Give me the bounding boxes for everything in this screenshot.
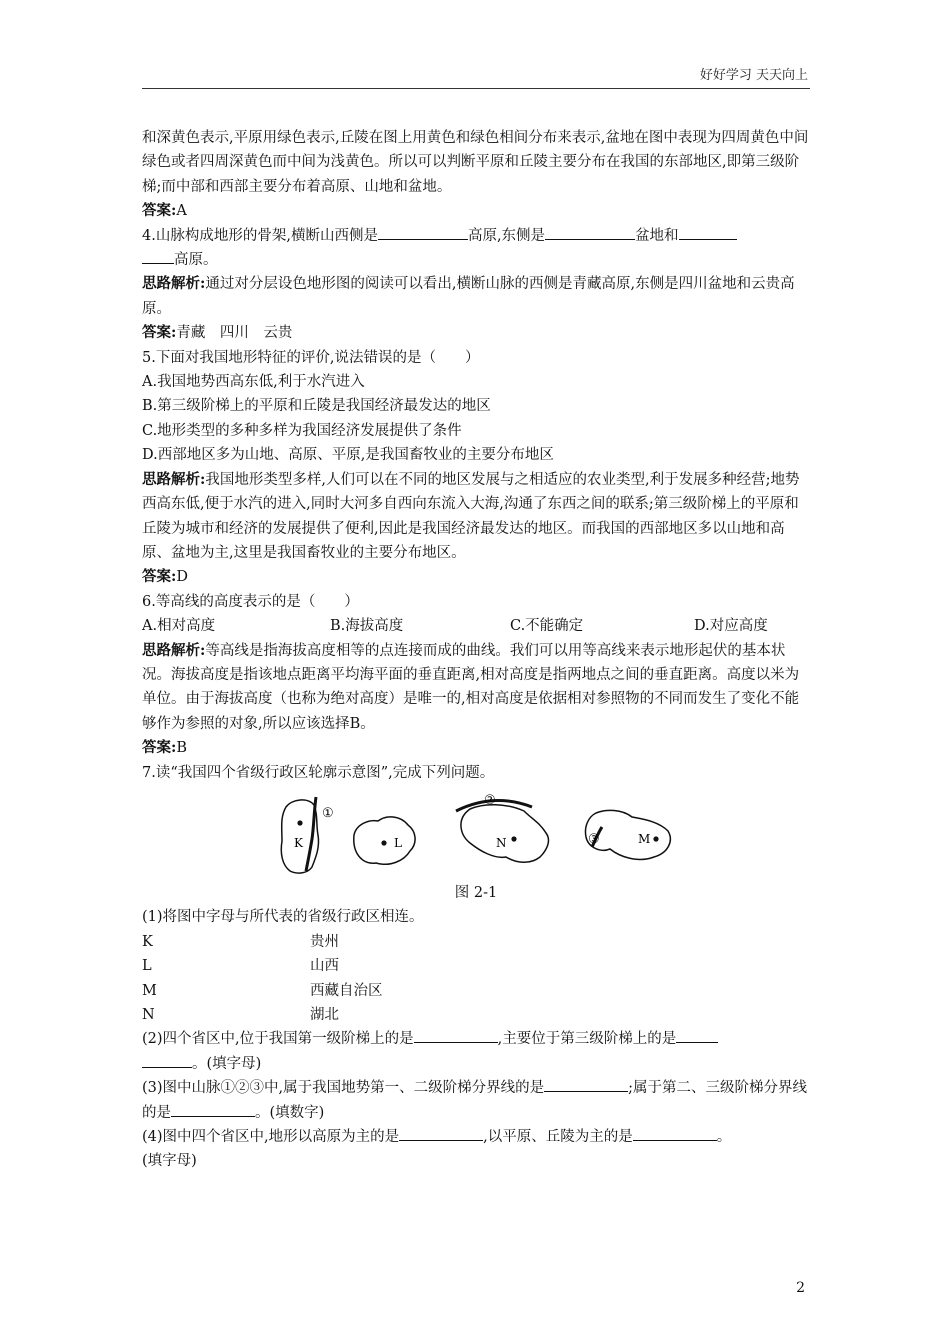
label-3: ③ xyxy=(588,831,600,847)
match-row xyxy=(142,954,810,978)
blank-line[interactable] xyxy=(142,1052,192,1068)
q4-stem-a: 4.山脉构成地形的骨架,横断山西侧是 xyxy=(142,227,378,244)
match-left[interactable]: M xyxy=(142,982,157,999)
match-left[interactable]: L xyxy=(142,958,152,975)
q4-answer xyxy=(142,321,810,345)
label-1: ① xyxy=(322,805,334,821)
blank-line[interactable] xyxy=(544,1076,628,1092)
q6-option-a: A.相对高度 xyxy=(142,618,216,635)
analysis-text: 通过对分层设色地形图的阅读可以看出,横断山脉的西侧是青藏高原,东侧是四川盆地和云贵高原。 xyxy=(142,276,795,317)
intro-paragraph: 和深黄色表示,平原用绿色表示,丘陵在图上用黄色和绿色相间分布来表示,盆地在图中表现为四周黄色中间绿色或者四周深黄色而中间为浅黄色。所以可以判断平原和丘陵主要分布在我国的东部地区,即第三级阶梯;而中部和西部主要分布着高原、山地和盆地。 xyxy=(142,130,809,195)
analysis-label: 思路解析: xyxy=(142,470,206,488)
q7-sub4 xyxy=(142,1125,810,1174)
q4-stem-b: 高原,东侧是 xyxy=(467,227,546,244)
dot-k xyxy=(297,820,302,825)
figure-caption: 图 2-1 xyxy=(454,884,498,901)
q7-stem: 7.读“我国四个省级行政区轮廓示意图”,完成下列问题。 xyxy=(142,764,495,781)
q7-sub4-a: (4)图中四个省区中,地形以高原为主的是 xyxy=(142,1128,400,1145)
analysis-text: 等高线是指海拔高度相等的点连接而成的曲线。我们可以用等高线来表示地形起伏的基本状况。海拔高度是指该地点距离平均海平面的垂直距离,相对高度是指两地点之间的垂直距离。高度以米为单位。由于海拔高度（也称为绝对高度）是唯一的,相对高度是依据相对参照物的不同而发生了变化不能够作为参照的对象,所以应该选择B。 xyxy=(142,642,800,732)
blank-line[interactable] xyxy=(414,1027,498,1043)
blank-line[interactable] xyxy=(679,224,737,240)
label-l: L xyxy=(394,835,402,850)
q7-sub3 xyxy=(142,1076,810,1125)
answer-value: B xyxy=(176,740,188,757)
q5-analysis xyxy=(142,468,810,566)
q7-sub3-a: (3)图中山脉①②③中,属于我国地势第一、二级阶梯分界线的是 xyxy=(142,1080,545,1097)
q4-stem xyxy=(142,224,810,273)
label-n: N xyxy=(496,835,507,850)
blank-line[interactable] xyxy=(545,224,635,240)
q7-sub4-d: (填字母) xyxy=(142,1153,197,1170)
label-m: M xyxy=(638,831,651,846)
q7-sub2-c: 。(填字母) xyxy=(192,1055,262,1072)
q6-option-c: C.不能确定 xyxy=(510,618,584,635)
q5-stem: 5.下面对我国地形特征的评价,说法错误的是（ ） xyxy=(142,349,480,366)
q6-option-b: B.海拔高度 xyxy=(330,618,404,635)
blank-line[interactable] xyxy=(676,1027,718,1043)
match-row xyxy=(142,979,810,1003)
dot-n xyxy=(511,836,516,841)
match-left[interactable]: N xyxy=(142,1006,155,1023)
match-right[interactable]: 贵州 xyxy=(310,933,339,950)
answer-label: 答案: xyxy=(142,568,177,586)
q7-sub2-b: ,主要位于第三级阶梯上的是 xyxy=(497,1031,677,1048)
blank-line[interactable] xyxy=(399,1125,483,1141)
analysis-text: 我国地形类型多样,人们可以在不同的地区发展与之相适应的农业类型,利于发展多种经营;地势西高东低,便于水汽的进入,同时大河多自西向东流入大海,沟通了东西之间的联系;第三级阶梯上的平原和丘陵为城市和经济的发展提供了便利,因此是我国经济最发达的地区。而我国的西部地区多以山地和高原、盆地为主,这里是我国畜牧业的主要分布地区。 xyxy=(142,471,800,561)
match-row xyxy=(142,930,810,954)
answer-value: 青藏 四川 云贵 xyxy=(176,325,293,342)
answer-value: D xyxy=(176,569,188,586)
q7-sub2 xyxy=(142,1027,810,1076)
match-right[interactable]: 山西 xyxy=(310,958,339,975)
q7-sub1: (1)将图中字母与所代表的省级行政区相连。 xyxy=(142,909,424,926)
q7-sub4-c: 。 xyxy=(716,1128,732,1145)
q7-sub3-b: ;属于第二、三级阶梯分界线的是 xyxy=(142,1080,808,1121)
answer-label: 答案: xyxy=(142,739,177,757)
blank-line[interactable] xyxy=(633,1125,717,1141)
q4-stem-c: 盆地和 xyxy=(635,227,679,244)
analysis-label: 思路解析: xyxy=(142,641,206,659)
q6-answer xyxy=(142,736,810,760)
header-rule xyxy=(142,88,810,89)
q7-sub3-c: 。(填数字) xyxy=(255,1104,325,1121)
label-k: K xyxy=(294,835,303,850)
q7-sub2-a: (2)四个省区中,位于我国第一级阶梯上的是 xyxy=(142,1031,414,1048)
q6-stem: 6.等高线的高度表示的是（ ） xyxy=(142,593,359,610)
match-right[interactable]: 西藏自治区 xyxy=(310,982,383,999)
outline-n xyxy=(461,805,549,863)
answer-label: 答案: xyxy=(142,324,177,342)
blank-line[interactable] xyxy=(171,1101,255,1117)
q6-option-d: D.对应高度 xyxy=(694,618,768,635)
match-row xyxy=(142,1003,810,1027)
page-number: 2 xyxy=(796,1280,805,1296)
province-outline-figure xyxy=(142,791,810,879)
page-content xyxy=(142,126,810,1174)
dot-l xyxy=(381,840,386,845)
q3-answer xyxy=(142,199,810,223)
blank-line[interactable] xyxy=(378,224,468,240)
dot-m xyxy=(653,836,658,841)
q7-sub4-b: ,以平原、丘陵为主的是 xyxy=(483,1128,633,1145)
q4-analysis xyxy=(142,272,810,321)
answer-label: 答案: xyxy=(142,202,177,220)
blank-line[interactable] xyxy=(142,248,174,264)
match-right[interactable]: 湖北 xyxy=(310,1006,339,1023)
q6-options xyxy=(142,614,810,638)
match-left[interactable]: K xyxy=(142,933,153,950)
province-outline-svg xyxy=(270,791,680,879)
label-2: ② xyxy=(484,792,496,808)
q5-option-b: B.第三级阶梯上的平原和丘陵是我国经济最发达的地区 xyxy=(142,398,491,415)
q5-answer xyxy=(142,565,810,589)
answer-value: A xyxy=(176,203,187,220)
q6-analysis xyxy=(142,639,810,737)
page-header: 好好学习 天天向上 xyxy=(699,68,808,83)
analysis-label: 思路解析: xyxy=(142,275,206,293)
q4-stem-d: 高原。 xyxy=(174,252,218,269)
q5-option-c: C.地形类型的多种多样为我国经济发展提供了条件 xyxy=(142,422,462,439)
q5-option-d: D.西部地区多为山地、高原、平原,是我国畜牧业的主要分布地区 xyxy=(142,447,554,464)
q5-option-a: A.我国地势西高东低,利于水汽进入 xyxy=(142,374,365,391)
